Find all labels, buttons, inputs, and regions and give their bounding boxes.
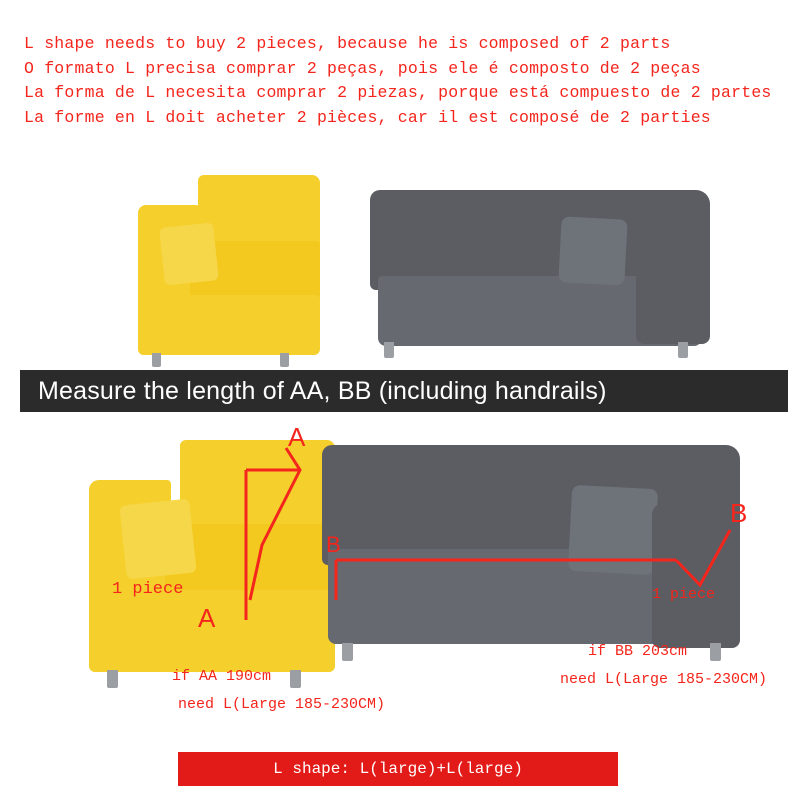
measure-banner-text: Measure the length of AA, BB (including handrails) bbox=[38, 376, 607, 405]
sofa-pillow bbox=[558, 216, 627, 285]
yellow-chaise-bottom bbox=[75, 440, 335, 690]
sofa-leg bbox=[384, 342, 394, 358]
chaise-front-skirt bbox=[138, 295, 320, 355]
marker-a-bottom: A bbox=[198, 603, 216, 633]
sofa-leg bbox=[710, 643, 721, 661]
notice-line-fr: La forme en L doit acheter 2 pièces, car il est composé de 2 parties bbox=[24, 107, 711, 127]
yellow-chaise-top bbox=[130, 175, 320, 365]
notice-line-en: L shape needs to buy 2 pieces, because he is composed of 2 parts bbox=[24, 34, 671, 53]
left-piece-label: 1 piece bbox=[112, 580, 184, 599]
left-measure-note-line1: if AA 190cm bbox=[172, 668, 272, 685]
sofa-leg bbox=[342, 643, 353, 661]
sofa-leg bbox=[280, 353, 289, 367]
notice-line-es: La forma de L necesita comprar 2 piezas, porque está compuesto de 2 partes bbox=[24, 83, 772, 102]
chaise-pillow bbox=[159, 222, 219, 285]
right-measure-note-line2: need L(Large 185-230CM) bbox=[560, 671, 768, 688]
multilingual-notice bbox=[24, 32, 784, 130]
sofa-leg bbox=[290, 670, 301, 688]
sofa-leg bbox=[152, 353, 161, 367]
footer-text: L shape: L(large)+L(large) bbox=[273, 760, 523, 778]
right-piece-label: 1 piece bbox=[652, 586, 716, 603]
footer-bar bbox=[178, 752, 618, 786]
notice-line-pt: O formato L precisa comprar 2 peças, pois ele é composto de 2 peças bbox=[24, 58, 701, 78]
grey-sofa-top bbox=[370, 190, 710, 370]
marker-a-top: A bbox=[288, 422, 306, 452]
marker-b-right: B bbox=[730, 498, 748, 528]
marker-b-left: B bbox=[326, 532, 341, 557]
left-measure-note-line2: need L(Large 185-230CM) bbox=[178, 696, 386, 713]
chaise-pillow bbox=[119, 499, 196, 580]
sofa-arm bbox=[652, 503, 740, 648]
sofa-leg bbox=[107, 670, 118, 688]
chaise-backrest bbox=[198, 175, 320, 247]
sofa-leg bbox=[678, 342, 688, 358]
chaise-backrest bbox=[180, 440, 335, 530]
sofa-arm bbox=[636, 224, 710, 344]
sofa-pillow bbox=[568, 485, 658, 575]
measure-banner bbox=[20, 370, 788, 412]
right-measure-note-line1: if BB 203cm bbox=[588, 643, 688, 660]
